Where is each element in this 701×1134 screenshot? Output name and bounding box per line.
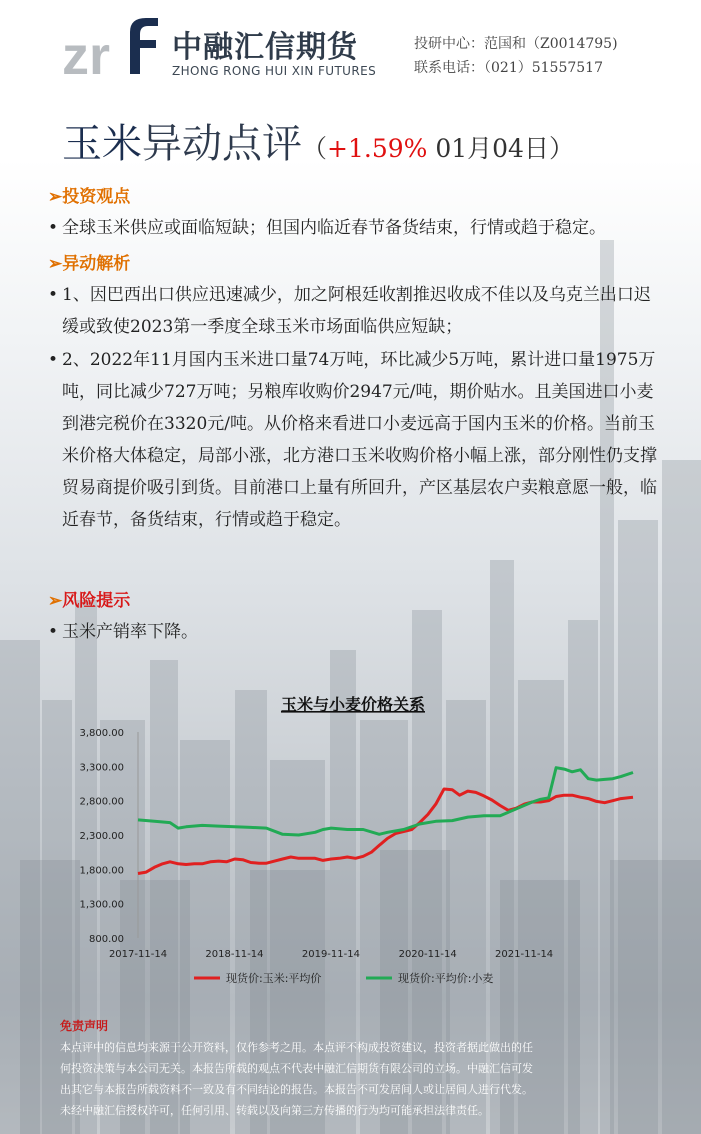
arrow-icon: ➢: [48, 254, 63, 274]
phone-line: 联系电话：（021）51557517: [414, 60, 603, 76]
y-tick-label: 2,300.00: [79, 831, 124, 842]
section-analysis-heading: ➢异动解析: [48, 254, 131, 274]
arrow-icon: ➢: [48, 591, 63, 611]
title-open: （: [302, 134, 328, 163]
bullet-icon: •: [48, 622, 59, 642]
y-tick-label: 3,300.00: [79, 762, 124, 774]
x-axis: [109, 949, 553, 960]
company-logo: [62, 14, 162, 78]
title-change: +1.59%: [327, 134, 428, 163]
risk-text: • 玉米产销率下降。: [48, 616, 660, 648]
disclaimer-line: 出其它与本报告所载资料不一致及有不同结论的报告。本报告不可发居间人或让居间人进行代发。: [60, 1083, 533, 1096]
y-tick-label: 1,800.00: [79, 865, 124, 877]
y-tick-label: 1,300.00: [79, 899, 124, 911]
analyst-line: 投研中心：范国和（Z0014795): [414, 36, 618, 52]
analysis-point-1: • 1、因巴西出口供应迅速减少，加之阿根廷收割推迟收成不佳以及乌克兰出口迟缓或致使2023第一季度全球玉米市场面临供应短缺；: [48, 279, 660, 343]
x-tick-label: 2019-11-14: [301, 949, 360, 960]
view-text: • 全球玉米供应或面临短缺；但国内临近春节备货结束，行情或趋于稳定。: [48, 212, 660, 244]
legend: [194, 971, 493, 985]
y-tick-label: 2,800.00: [79, 796, 124, 808]
chart-svg: [58, 688, 648, 993]
section-risk-heading: ➢风险提示: [48, 591, 131, 611]
bullet-icon: •: [48, 350, 59, 370]
arrow-icon: ➢: [48, 187, 63, 207]
title-main: 玉米: [62, 121, 142, 167]
y-tick-label: 3,800.00: [79, 728, 124, 739]
title-main2: 异动点评: [142, 121, 302, 167]
contact-info: [414, 32, 618, 80]
x-tick-label: 2020-11-14: [398, 949, 457, 960]
legend-label-1: 现货价:平均价:小麦: [398, 972, 494, 985]
x-tick-label: 2021-11-14: [495, 949, 554, 960]
page-title: [62, 112, 574, 169]
disclaimer-line: 未经中融汇信授权许可，任何引用、转载以及向第三方传播的行为均可能承担法律责任。: [60, 1104, 489, 1117]
chart-title: 玉米与小麦价格关系: [280, 695, 426, 714]
disclaimer: [60, 1016, 640, 1121]
section-view-heading: ➢投资观点: [48, 187, 131, 207]
legend-label-0: 现货价:玉米:平均价: [226, 972, 322, 985]
analysis-point-2: • 2、2022年11月国内玉米进口量74万吨，环比减少5万吨，累计进口量1975万吨，同比减少727万吨；另粮库收购价2947元/吨，期价贴水。且美国进口小麦到港完税价在3320元/吨。从价格来看进口小麦远高于国内玉米的价格。当前玉米价格大体稳定，局部小涨，北方港口玉米收购价格小幅上涨，部分刚性仍支撑贸易商提价吸引到货。目前港口上量有所回升，产区基层农户卖粮意愿一般，临近春节，备货结束，行情或趋于稳定。: [48, 344, 660, 536]
bullet-icon: •: [48, 285, 59, 305]
bullet-icon: •: [48, 218, 59, 238]
disclaimer-line: 何投资决策与本公司无关。本报告所载的观点不代表中融汇信期货有限公司的立场。中融汇信可发: [60, 1062, 533, 1075]
y-axis: [79, 728, 138, 945]
disclaimer-title: 免责声明: [60, 1019, 109, 1033]
price-chart: [58, 688, 648, 993]
x-tick-label: 2017-11-14: [108, 949, 168, 960]
series-group: [138, 768, 633, 874]
svg-text:zr: zr: [62, 26, 111, 78]
series-line-1: [138, 768, 633, 835]
company-name-en: ZHONG RONG HUI XIN FUTURES: [172, 64, 377, 78]
x-tick-label: 2018-11-14: [205, 949, 264, 960]
y-tick-label: 800.00: [89, 934, 124, 945]
company-name-cn: 中融汇信期货: [172, 30, 358, 65]
title-date: 01月04日）: [427, 134, 574, 163]
disclaimer-line: 本点评中的信息均来源于公开资料，仅作参考之用。本点评不构成投资建议，投资者据此做出的任: [60, 1041, 533, 1054]
